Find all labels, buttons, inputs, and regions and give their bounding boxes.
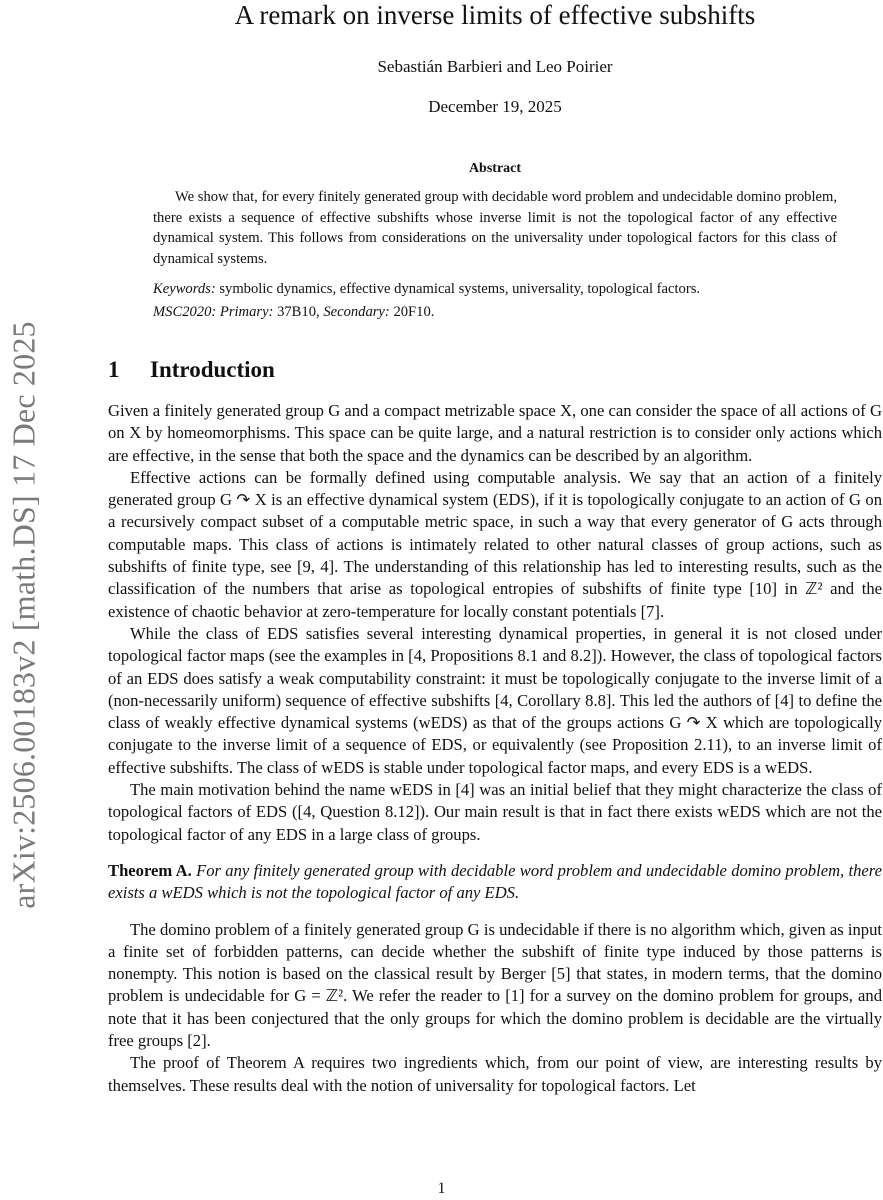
paragraph-6: The proof of Theorem A requires two ingredients which, from our point of view, are interesting results by themselves. These results deal with the notion of universality for topological factors. Let: [108, 1053, 882, 1095]
section-heading-introduction: [108, 357, 882, 383]
arxiv-identifier-sidebar: [2, 180, 46, 1050]
introduction-body: [108, 400, 882, 846]
paragraph-1: Given a finitely generated group G and a compact metrizable space X, one can consider the space of all actions of G on X by homeomorphisms. This space can be quite large, and a natural restriction is to consider only actions which are effective, in the sense that both the space and the dynamics can be described by an algorithm.: [108, 401, 882, 465]
page-number: 1: [437, 1180, 446, 1197]
paragraph-2: Effective actions can be formally defined using computable analysis. We say that an action of a finitely generated group G ↷ X is an effective dynamical system (EDS), if it is topologically conjugate to an action of G on a recursively compact subset of a computable metric space, in such a way that every generator of G acts through computable maps. This class of actions is intimately related to other natural classes of group actions, such as subshifts of finite type, see [9, 4]. The understanding of this relationship has led to interesting results, such as the classification of the numbers that arise as topological entropies of subshifts of finite type [10] in ℤ² and the existence of chaotic behavior at zero-temperature for locally constant potentials [7].: [108, 467, 882, 621]
msc-primary-label: Primary:: [219, 303, 274, 320]
msc-secondary-label: Secondary:: [323, 303, 390, 320]
paragraph-5: The domino problem of a finitely generated group G is undecidable if there is no algorithm which, given as input a finite set of forbidden patterns, can decide whether the subshift of finite type induced by those patterns is nonempty. This notion is based on the classical result by Berger [5] that states, in modern terms, that the domino problem is undecidable for G = ℤ². We refer the reader to [1] for a survey on the domino problem for groups, and note that it has been conjectured that the only groups for which the domino problem is decidable are the virtually free groups [2].: [108, 919, 882, 1051]
theorem-a: [108, 860, 882, 905]
abstract-heading: Abstract: [468, 161, 522, 176]
paragraph-4: The main motivation behind the name wEDS in [4] was an initial belief that they might characterize the class of topological factors of EDS ([4, Question 8.12]). Our main result is that in fact there exists wEDS which are not the topological factor of any EDS in a large class of groups.: [108, 780, 882, 844]
section-title: Introduction: [150, 357, 275, 382]
msc-secondary-value: 20F10.: [393, 303, 435, 320]
paper-page: [108, 0, 882, 1097]
introduction-body-continued: [108, 919, 882, 1097]
arxiv-identifier: arXiv:2506.00183v2 [math.DS] 17 Dec 2025: [5, 321, 42, 909]
keywords-line: [153, 279, 837, 300]
keywords-label: Keywords:: [153, 281, 216, 297]
msc-label: MSC2020:: [153, 303, 217, 320]
theorem-label: Theorem A.: [108, 860, 192, 880]
msc-primary-value: 37B10,: [277, 303, 320, 320]
paper-date: December 19, 2025: [428, 97, 562, 116]
theorem-statement: For any finitely generated group with decidable word problem and undecidable domino problem, there exists a wEDS which is not the topological factor of any EDS.: [108, 860, 883, 903]
keywords-value: symbolic dynamics, effective dynamical systems, universality, topological factors.: [219, 281, 701, 297]
paragraph-3: While the class of EDS satisfies several interesting dynamical properties, in general it is not closed under topological factor maps (see the examples in [4, Propositions 8.1 and 8.2]). However, the class of topological factors of an EDS does satisfy a weak computability constraint: it must be topologically conjugate to the inverse limit of a (non-necessarily uniform) sequence of effective subshifts [4, Corollary 8.8]. This led the authors of [4] to define the class of weakly effective dynamical systems (wEDS) as that of the groups actions G ↷ X which are topologically conjugate to the inverse limit of a sequence of EDS, or equivalently (see Proposition 2.11), to an inverse limit of effective subshifts. The class of wEDS is stable under topological factor maps, and every EDS is a wEDS.: [108, 623, 882, 777]
section-number: 1: [108, 357, 120, 382]
abstract-text: We show that, for every finitely generated group with decidable word problem and undecidable domino problem, there exists a sequence of effective subshifts whose inverse limit is not the topological factor of any effective dynamical system. This follows from considerations on the universality under topological factors for this class of dynamical systems.: [153, 189, 837, 267]
paper-title: A remark on inverse limits of effective subshifts: [234, 0, 756, 30]
msc-line: [153, 302, 837, 323]
paper-authors: Sebastián Barbieri and Leo Poirier: [377, 57, 613, 76]
